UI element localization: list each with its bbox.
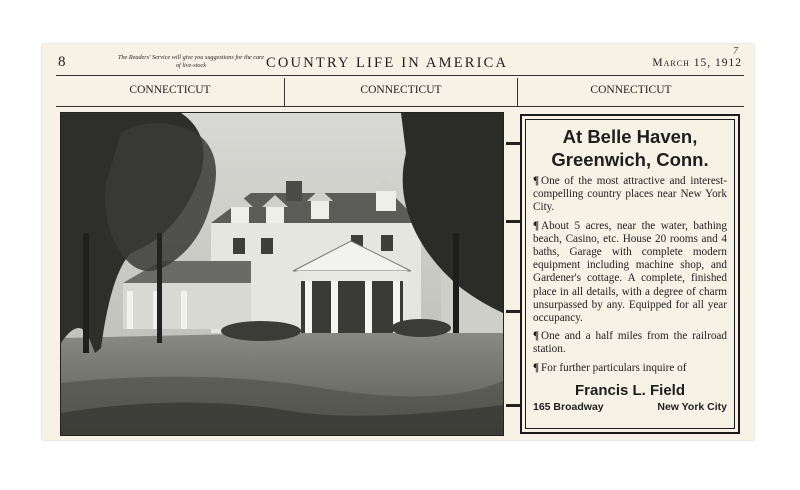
ad-title-line2: Greenwich, Conn. bbox=[551, 149, 709, 170]
ad-paragraph-text: One and a half miles from the railroad station. bbox=[533, 330, 727, 356]
column-divider bbox=[517, 78, 518, 106]
agent-city: New York City bbox=[657, 400, 727, 413]
house-photo-illustration bbox=[61, 113, 503, 435]
house-photograph bbox=[60, 112, 504, 436]
agent-address-line bbox=[533, 401, 727, 413]
ad-paragraph bbox=[533, 362, 727, 375]
ad-paragraph bbox=[533, 220, 727, 326]
header-rule bbox=[56, 75, 744, 76]
ad-paragraph-text: For further particulars inquire of bbox=[541, 361, 687, 374]
margin-tick bbox=[506, 142, 520, 145]
ad-paragraph bbox=[533, 330, 727, 356]
section-heading-left: CONNECTICUT bbox=[129, 84, 211, 96]
ad-paragraph-text: One of the most attractive and interest-compelling country places near New York City. bbox=[533, 175, 727, 214]
section-rule bbox=[56, 106, 744, 107]
issue-date: March 15, 1912 bbox=[652, 57, 742, 69]
readers-service-note: The Readers' Service will give you suggestions for the care of live-stock bbox=[118, 54, 264, 69]
pilcrow-icon: ¶ bbox=[533, 219, 540, 232]
magazine-page bbox=[42, 44, 754, 440]
ad-paragraph bbox=[533, 175, 727, 215]
pilcrow-icon: ¶ bbox=[533, 361, 540, 374]
ad-paragraph-text: About 5 acres, near the water, bathing beach, Casino, etc. House 20 rooms and 4 baths, Garage with complete modern equipment including machine shop, and Gardener's cottage. A complete, finished place in all details, with a degree of charm unsurpassed by any. Equipped for all year occupancy. bbox=[533, 219, 727, 325]
pilcrow-icon: ¶ bbox=[533, 330, 540, 343]
column-divider bbox=[284, 78, 285, 106]
section-headings bbox=[56, 79, 744, 101]
real-estate-ad bbox=[520, 114, 740, 434]
section-heading-center: CONNECTICUT bbox=[360, 84, 442, 96]
page-number: 8 bbox=[58, 54, 66, 70]
section-heading-right: CONNECTICUT bbox=[590, 84, 672, 96]
pilcrow-icon: ¶ bbox=[533, 175, 540, 187]
margin-tick bbox=[506, 220, 520, 223]
agent-name: Francis L. Field bbox=[574, 381, 686, 399]
margin-tick bbox=[506, 404, 520, 407]
pencil-mark: 7 bbox=[733, 46, 738, 57]
ad-inner-frame bbox=[525, 119, 735, 429]
ad-title-line1: At Belle Haven, bbox=[562, 126, 698, 147]
magazine-title: COUNTRY LIFE IN AMERICA bbox=[266, 55, 509, 71]
margin-tick bbox=[506, 310, 520, 313]
agent-address: 165 Broadway bbox=[533, 400, 604, 413]
